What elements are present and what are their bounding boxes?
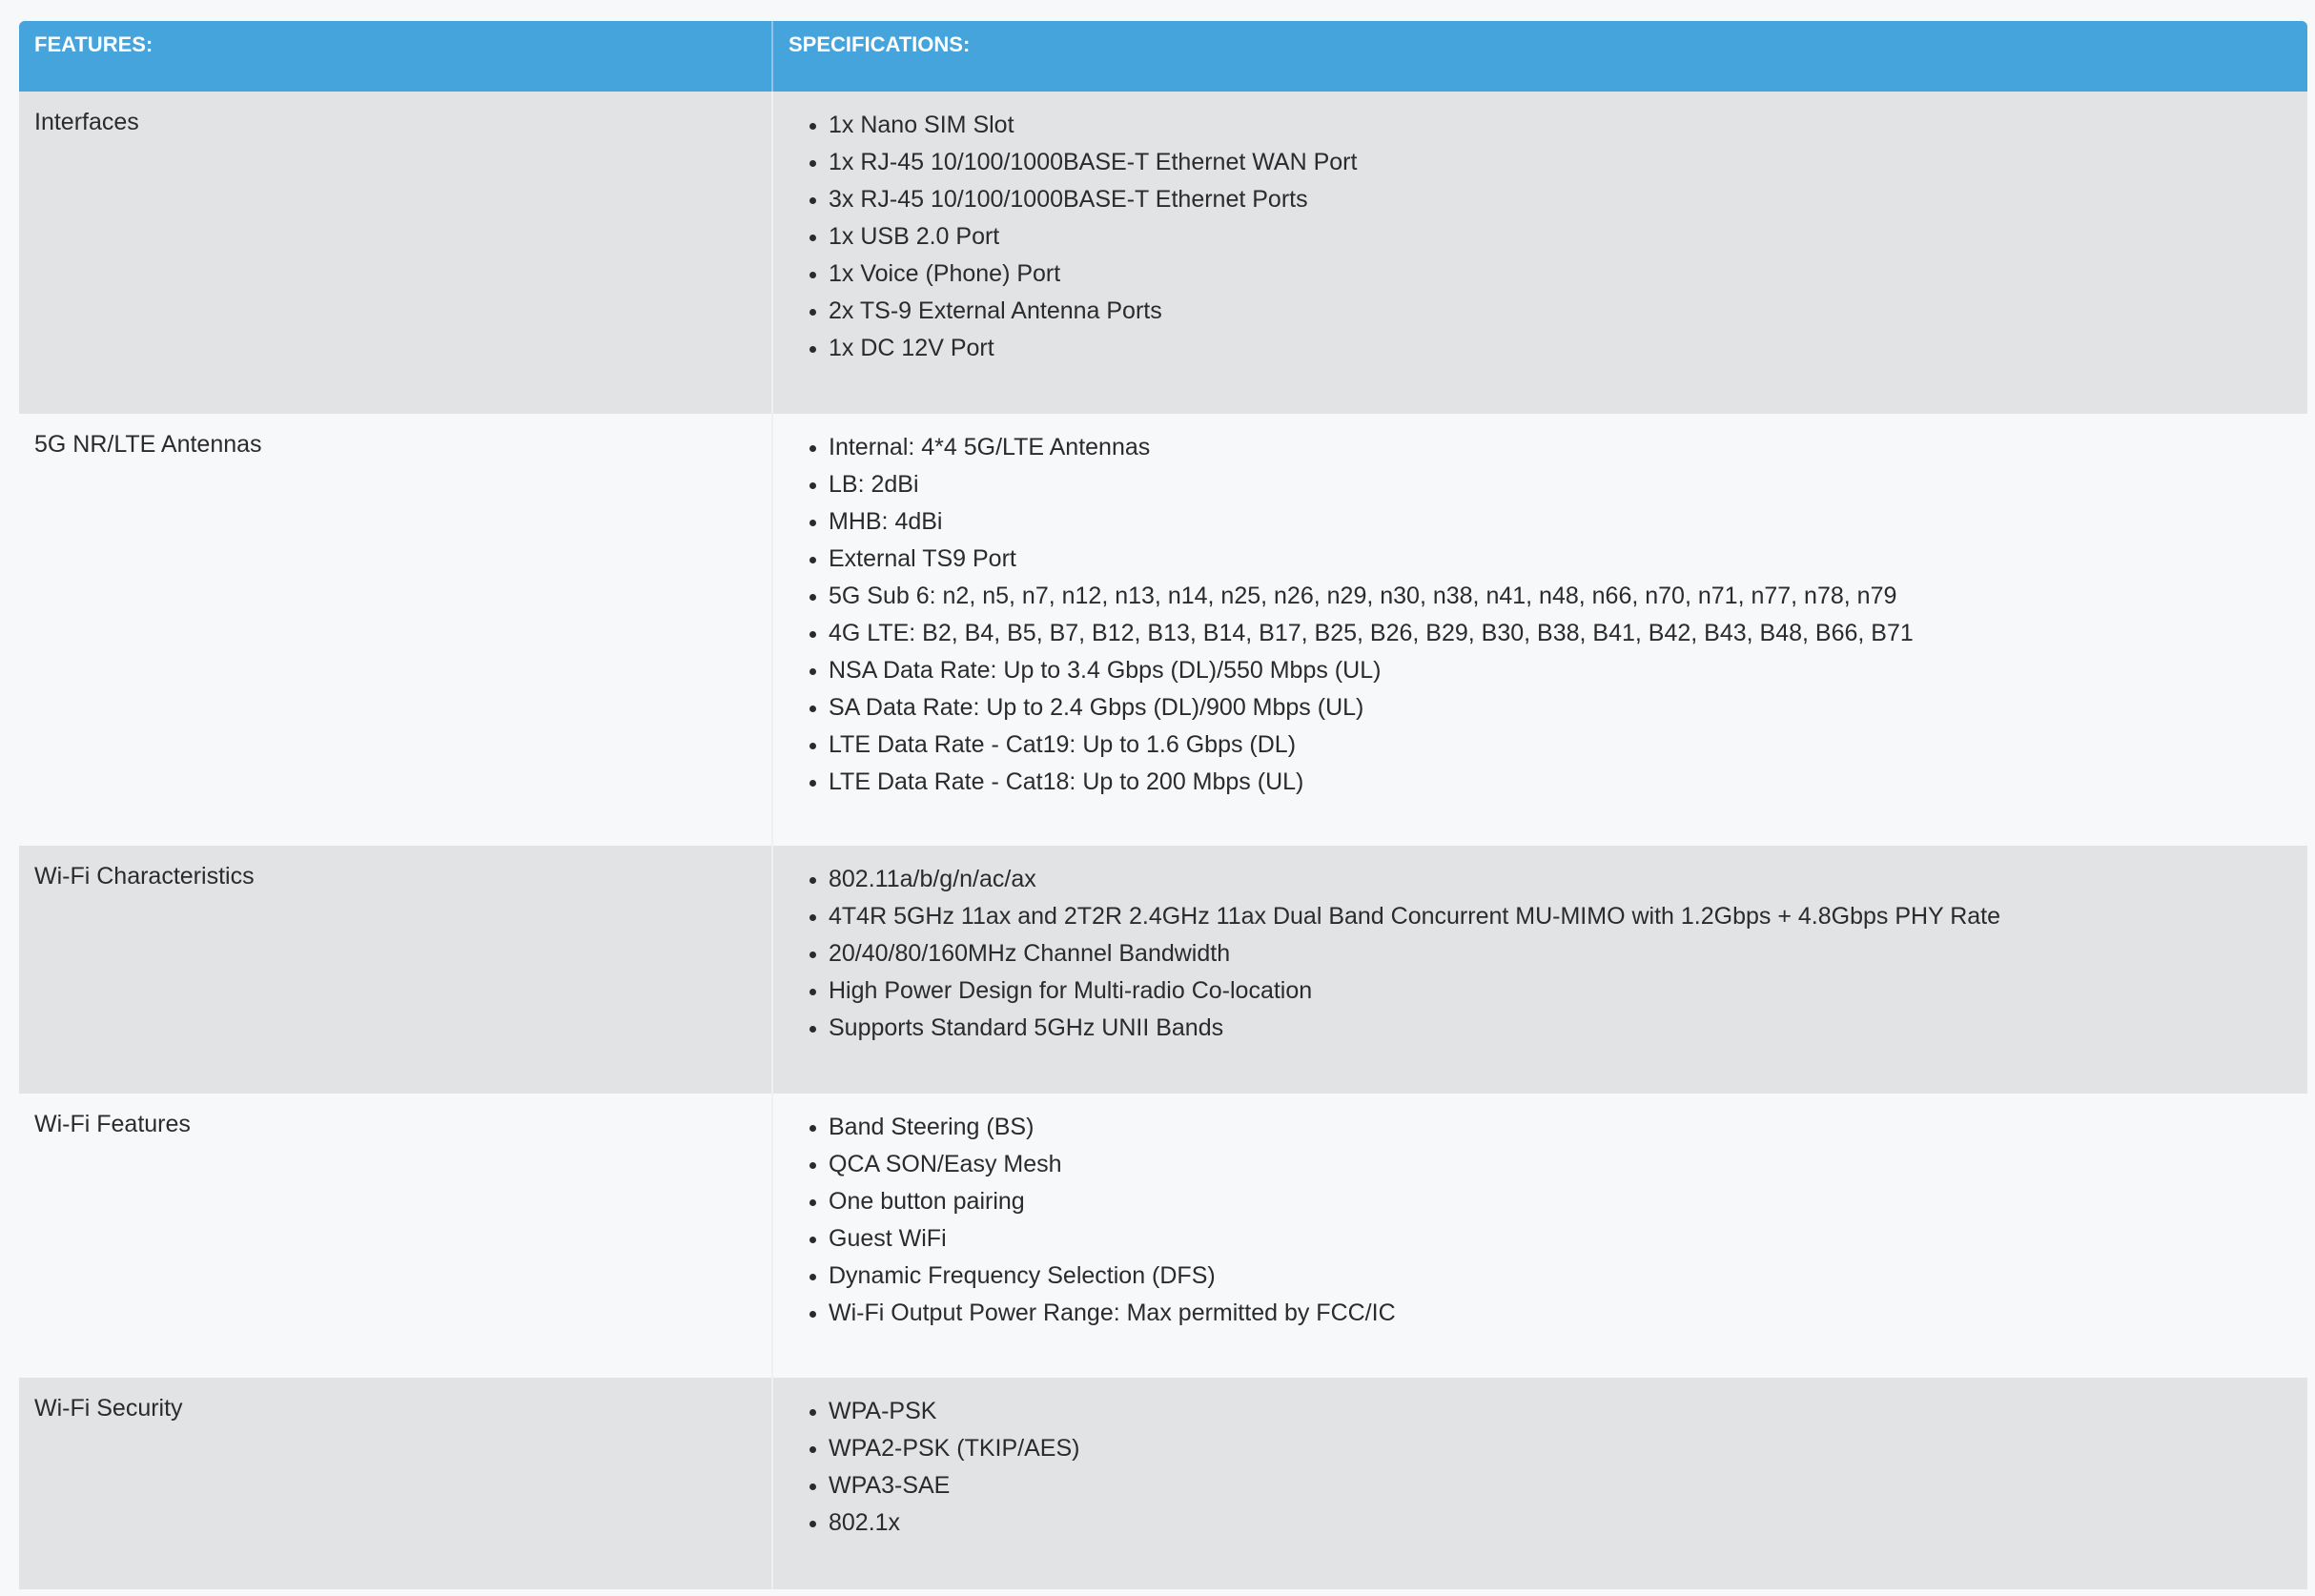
table-row (19, 846, 2307, 1094)
feature-label: Interfaces (19, 92, 773, 414)
spec-item: Internal: 4*4 5G/LTE Antennas (809, 429, 2292, 466)
spec-item: NSA Data Rate: Up to 3.4 Gbps (DL)/550 Mbps (UL) (809, 652, 2292, 689)
spec-list (789, 107, 2292, 367)
spec-cell (773, 414, 2307, 846)
feature-label: 5G NR/LTE Antennas (19, 414, 773, 846)
spec-item: 1x DC 12V Port (809, 330, 2292, 367)
spec-item: SA Data Rate: Up to 2.4 Gbps (DL)/900 Mbps (UL) (809, 689, 2292, 726)
spec-item: 20/40/80/160MHz Channel Bandwidth (809, 935, 2292, 972)
feature-label: Wi-Fi Features (19, 1094, 773, 1378)
spec-item: 1x USB 2.0 Port (809, 218, 2292, 256)
spec-item: LTE Data Rate - Cat18: Up to 200 Mbps (UL) (809, 764, 2292, 801)
spec-item: Dynamic Frequency Selection (DFS) (809, 1258, 2292, 1295)
features-header: FEATURES: (19, 21, 773, 92)
spec-item: LTE Data Rate - Cat19: Up to 1.6 Gbps (DL) (809, 726, 2292, 764)
spec-item: WPA2-PSK (TKIP/AES) (809, 1430, 2292, 1467)
table-row (19, 414, 2307, 846)
spec-item: Supports Standard 5GHz UNII Bands (809, 1010, 2292, 1047)
table-row (19, 92, 2307, 414)
spec-item: 4G LTE: B2, B4, B5, B7, B12, B13, B14, B17, B25, B26, B29, B30, B38, B41, B42, B43, B48, B66, B71 (809, 615, 2292, 652)
spec-list (789, 429, 2292, 801)
spec-cell (773, 1094, 2307, 1378)
spec-list (789, 1393, 2292, 1542)
spec-item: 5G Sub 6: n2, n5, n7, n12, n13, n14, n25, n26, n29, n30, n38, n41, n48, n66, n70, n71, n77, n78, n79 (809, 578, 2292, 615)
spec-item: 4T4R 5GHz 11ax and 2T2R 2.4GHz 11ax Dual Band Concurrent MU-MIMO with 1.2Gbps + 4.8Gbps PHY Rate (809, 898, 2292, 935)
spec-item: LB: 2dBi (809, 466, 2292, 503)
spec-item: High Power Design for Multi-radio Co-location (809, 972, 2292, 1010)
spec-item: Guest WiFi (809, 1220, 2292, 1258)
table-header (19, 21, 2307, 92)
spec-item: 802.11a/b/g/n/ac/ax (809, 861, 2292, 898)
spec-cell (773, 1378, 2307, 1589)
specifications-header: SPECIFICATIONS: (789, 32, 971, 56)
spec-item: 1x Nano SIM Slot (809, 107, 2292, 144)
spec-item: External TS9 Port (809, 541, 2292, 578)
spec-item: 1x RJ-45 10/100/1000BASE-T Ethernet WAN Port (809, 144, 2292, 181)
spec-item: 1x Voice (Phone) Port (809, 256, 2292, 293)
table-row (19, 1378, 2307, 1589)
feature-label: Wi-Fi Characteristics (19, 846, 773, 1094)
spec-item: One button pairing (809, 1183, 2292, 1220)
spec-cell (773, 92, 2307, 414)
spec-cell (773, 846, 2307, 1094)
spec-list (789, 861, 2292, 1047)
spec-item: WPA-PSK (809, 1393, 2292, 1430)
spec-item: Wi-Fi Output Power Range: Max permitted by FCC/IC (809, 1295, 2292, 1332)
spec-item: WPA3-SAE (809, 1467, 2292, 1504)
spec-table (19, 21, 2307, 1589)
feature-label: Wi-Fi Security (19, 1378, 773, 1589)
table-row (19, 1094, 2307, 1378)
spec-item: QCA SON/Easy Mesh (809, 1146, 2292, 1183)
spec-item: 2x TS-9 External Antenna Ports (809, 293, 2292, 330)
spec-item: 802.1x (809, 1504, 2292, 1542)
spec-item: 3x RJ-45 10/100/1000BASE-T Ethernet Ports (809, 181, 2292, 218)
spec-item: Band Steering (BS) (809, 1109, 2292, 1146)
spec-item: MHB: 4dBi (809, 503, 2292, 541)
spec-list (789, 1109, 2292, 1332)
